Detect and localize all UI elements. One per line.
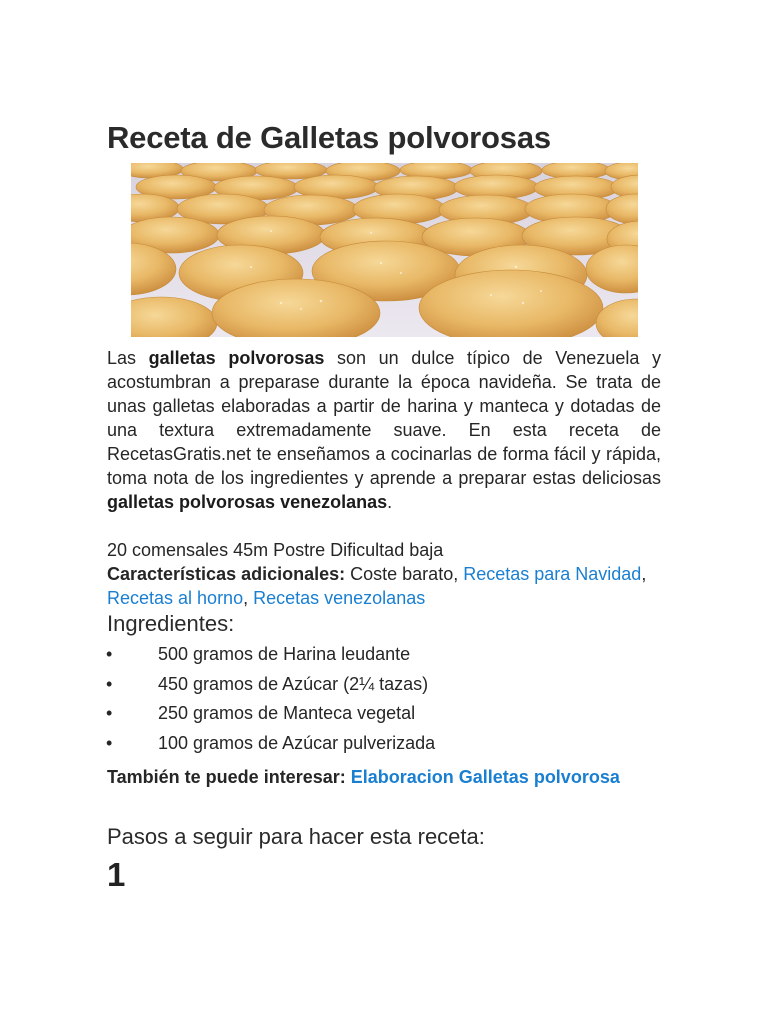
additional-features-label: Características adicionales:	[107, 564, 346, 584]
recipe-intro	[107, 346, 661, 514]
intro-text-2: son un dulce típico de Venezuela y acostumbran a preparase durante la época navideña. Se trata de unas galletas elaboradas a partir de harina y manteca y dotadas de una textura extremadamente suave. En esta receta de RecetasGratis.net te enseñamos a cocinarlas de forma fácil y rápida, toma nota de los ingredientes y aprende a preparar estas deliciosas	[107, 348, 661, 488]
servings: 20 comensales	[107, 540, 229, 560]
steps-heading: Pasos a seguir para hacer esta receta:	[107, 824, 485, 849]
link-recetas-navidad[interactable]: Recetas para Navidad	[463, 564, 642, 584]
category: Postre	[273, 540, 326, 560]
list-item	[107, 701, 435, 731]
additional-features: Características adicionales: Coste barato, Recetas para Navidad, Recetas al horno, Recetas venezolanas	[107, 564, 647, 608]
list-item	[107, 731, 435, 761]
link-recetas-horno[interactable]: Recetas al horno	[107, 588, 244, 608]
list-item	[107, 642, 435, 672]
recipe-meta	[107, 538, 443, 562]
related-recipe-link[interactable]: Elaboracion Galletas polvorosa	[350, 767, 620, 787]
cost: Coste barato	[350, 564, 454, 584]
page-title: Receta de Galletas polvorosas	[107, 120, 551, 155]
ingredient-text: 500 gramos de Harina leudante	[158, 644, 411, 664]
ingredients-list	[107, 642, 435, 760]
cook-time: 45m	[233, 540, 269, 560]
bullet-icon: •	[106, 703, 113, 723]
step-number: 1	[107, 856, 126, 893]
ingredient-text: 450 gramos de Azúcar (2¼ tazas)	[158, 673, 429, 694]
related-label: También te puede interesar:	[107, 767, 346, 787]
intro-bold-2: galletas polvorosas venezolanas	[107, 492, 388, 512]
difficulty: Dificultad baja	[330, 540, 444, 560]
related-recipe	[107, 765, 661, 789]
intro-text-1: Las	[107, 348, 149, 368]
ingredients-heading: Ingredientes:	[107, 611, 235, 636]
ingredient-text: 100 gramos de Azúcar pulverizada	[158, 732, 436, 753]
ingredient-text: 250 gramos de Manteca vegetal	[158, 703, 416, 723]
bullet-icon: •	[106, 644, 113, 664]
intro-text-3: .	[387, 492, 393, 512]
bullet-icon: •	[106, 673, 113, 694]
intro-bold-1: galletas polvorosas	[148, 348, 325, 368]
link-recetas-venezolanas[interactable]: Recetas venezolanas	[253, 588, 426, 608]
cookies-photo	[131, 163, 638, 337]
bullet-icon: •	[106, 732, 113, 753]
list-item	[107, 672, 435, 702]
